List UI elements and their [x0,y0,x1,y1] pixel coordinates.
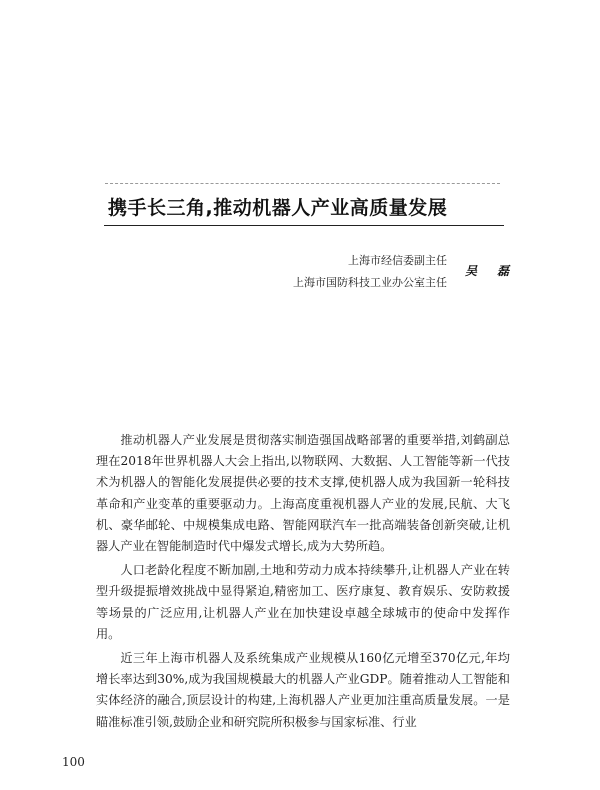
header-dashed-rule [105,183,500,184]
body-paragraph-2: 人口老龄化程度不断加剧,土地和劳动力成本持续攀升,让机器人产业在转型升级提振增效挑战中显得紧迫,精密加工、医疗康复、教育娱乐、安防救援等场景的广泛应用,让机器人产业在加快建设卓越全球城市的使命中发挥作用。 [96,563,510,641]
author-affiliation-1: 上海市经信委副主任 [348,254,447,267]
author-block [285,252,518,300]
title-underline [104,225,504,226]
article-body [96,430,510,736]
body-paragraph-1: 推动机器人产业发展是贯彻落实制造强国战略部署的重要举措,刘鹤副总理在2018年世界机器人大会上指出,以物联网、大数据、人工智能等新一代技术为机器人的智能化发展提供必要的技术支撑,使机器人成为我国新一轮科技革命和产业变革的重要驱动力。上海高度重视机器人产业的发展,民航、大飞机、豪华邮轮、中规模集成电路、智能网联汽车一批高端装备创新突破,让机器人产业在智能制造时代中爆发式增长,成为大势所趋。 [96,433,510,554]
article-title: 携手长三角,推动机器人产业高质量发展 [108,197,448,219]
author-affiliation-2: 上海市国防科技工业办公室主任 [293,276,447,289]
author-name: 吴 磊 [465,264,518,278]
body-paragraph-3: 近三年上海市机器人及系统集成产业规模从160亿元增至370亿元,年均增长率达到30%,成为我国规模最大的机器人产业GDP。随着推动人工智能和实体经济的融合,顶层设计的构建,上海机器人产业更加注重高质量发展。一是瞄准标准引领,鼓励企业和研究院所积极参与国家标准、行业 [96,651,510,729]
page-number: 100 [62,755,85,769]
